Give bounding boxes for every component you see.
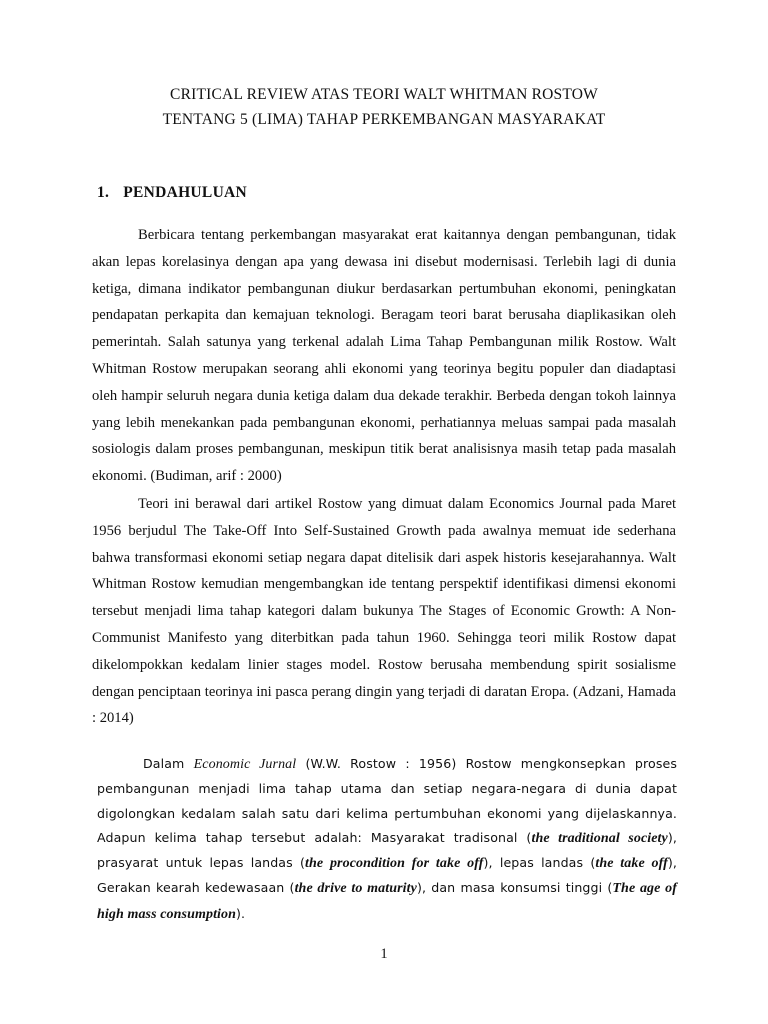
paragraph-1: Berbicara tentang perkembangan masyarakat erat kaitannya dengan pembangunan, tidak akan lepas korelasinya dengan apa yang dewasa ini disebut modernisasi. Terlebih lagi di dunia ketiga, dimana indikator pembangunan diukur berdasarkan pertumbuhan ekonomi, peningkatan pendapatan perkapita dan kemajuan teknologi. Beragam teori barat berusaha diaplikasikan oleh pemerintah. Salah satunya yang terkenal adalah Lima Tahap Pembangunan milik Rostow. Walt Whitman Rostow merupakan seorang ahli ekonomi yang teorinya begitu populer dan diadaptasi oleh hampir seluruh negara dunia ketiga dalam dua dekade terakhir. Berbeda dengan tokoh lainnya yang lebih menekankan pada pembangunan ekonomi, perhatiannya meluas sampai pada masalah sosiologis dalam proses pembangunan, meskipun titik berat analisisnya masih tetap pada masalah ekonomi. (Budiman, arif : 2000) [92,227,676,485]
p3-text-4: ), lepas landas ( [483,855,596,871]
page-number: 1 [380,946,388,962]
p3-stage-3: the take off [595,856,668,872]
paragraph-2: Teori ini berawal dari artikel Rostow yang dimuat dalam Economics Journal pada Maret 1956 berjudul The Take-Off Into Self-Sustained Growth pada awalnya memuat ide sederhana bahwa transformasi ekonomi setiap negara dapat ditelisik dari aspek historis kesejarahannya. Walt Whitman Rostow kemudian mengembangkan ide tentang perspektif identifikasi dimensi ekonomi tersebut menjadi lima tahap kategori dalam bukunya The Stages of Economic Growth: A Non-Communist Manifesto yang diterbitkan pada tahun 1960. Sehingga teori milik Rostow dapat dikelompokkan kedalam linier stages model. Rostow berusaha membendung spirit sosialisme dengan penciptaan teorinya ini pasca perang dingin yang terjadi di daratan Eropa. (Adzani, Hamada : 2014) [92,496,676,727]
p3-text-7: ). [236,905,246,921]
p3-text-6: ), dan masa konsumsi tinggi ( [416,880,613,896]
p3-stage-1: the traditional society [531,830,668,846]
document-title-line-2: TENTANG 5 (LIMA) TAHAP PERKEMBANGAN MASYARAKAT [162,111,606,128]
p3-stage-4: the drive to maturity [294,881,417,897]
p3-stage-5: The age of high mass consumption [97,881,677,922]
p3-text-3: ), prasyarat untuk lepas landas ( [97,829,677,871]
p3-stage-2: the procondition for take off [305,856,484,872]
paragraph-3 [97,752,677,927]
p3-text-1: Dalam [143,756,185,771]
section-title: PENDAHULUAN [123,184,248,201]
section-number: 1. [97,184,110,201]
section-heading [97,184,247,202]
p3-journal-title: Economic Jurnal [193,757,297,772]
p3-text-5: ), Gerakan kearah kedewasaan ( [97,855,678,896]
p3-text-2: (W.W. Rostow : 1956) Rostow mengkonsepkan proses pembangunan menjadi lima tahap utama dan setiap negara-negara di dunia dapat digolongkan kedalam salah satu dari kelima pertumbuhan ekonomi yang dijelaskannya. Adapun kelima tahap tersebut adalah: Masyarakat tradisonal ( [97,756,677,845]
document-title-line-1: CRITICAL REVIEW ATAS TEORI WALT WHITMAN ROSTOW [170,86,598,103]
